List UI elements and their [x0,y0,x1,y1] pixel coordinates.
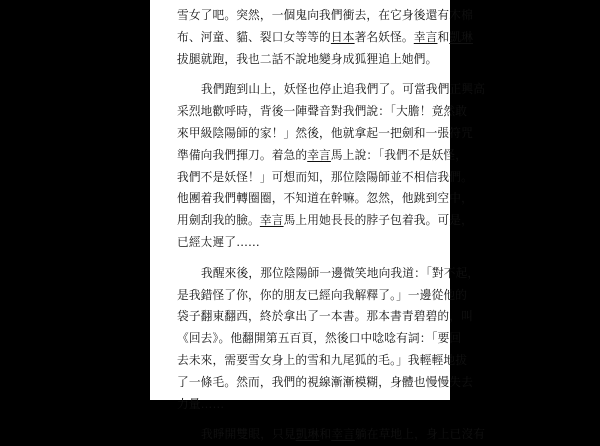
text-segment: 和 [319,427,332,442]
proper-name: 凱琳 [295,427,320,442]
text-line [177,328,462,350]
text-segment: 和 [437,29,450,44]
text-segment: 是我錯怪了你，你的朋友已經向我解釋了。」一邊從他的 [177,287,468,302]
text-segment: 雪女了吧。突然，一個鬼向我們衝去，在它身後還有木棉 [177,8,473,22]
text-segment: 準備向我們揮刀。着急的 [177,147,308,162]
text-line [177,123,473,145]
text-line [177,285,468,307]
proper-name: 日本 [330,29,355,44]
text-line [177,372,473,394]
text-segment: 我們不是妖怪！」可想而知，那位陰陽師並不相信我們。 [177,169,473,184]
text-segment: 去未來，需要雪女身上的雪和九尾狐的毛。」我輕輕地拔 [177,352,468,367]
text-line [177,5,473,27]
text-segment: 馬上說：「我們不是妖怪， [330,147,468,162]
text-line [177,79,486,101]
text-segment: 我醒來後，那位陰陽師一邊微笑地向我道：「對不起， [201,265,480,280]
text-line [177,27,473,49]
text-segment: 他團着我們轉圈圈，不知道在幹嘛。忽然，他跳到空中， [177,191,473,206]
text-line [177,145,468,167]
document-page [150,0,486,442]
text-segment: 采烈地歡呼時，背後一陣聲音對我們說：「大膽！竟然敢 [177,104,468,119]
text-segment: 力量…… [177,396,225,411]
text-segment: 馬上用她長長的脖子包着我。可是， [283,213,473,228]
text-line [177,167,473,189]
proper-name: 幸言 [307,147,331,162]
text-segment: 著名妖怪。 [354,29,414,44]
text-line [177,306,473,328]
text-segment: 《回去》。他翻開第五百頁，然後口中唸唸有詞：「要回 [177,331,462,346]
text-line [177,394,433,416]
proper-name: 幸言 [331,427,355,442]
paragraph-gap [177,415,433,424]
text-line [177,263,480,285]
text-segment: 我睜開雙眼，只見 [201,427,296,442]
story-text [177,5,486,446]
text-segment: 我們跑到山上，妖怪也停止追我們了。可當我們正興高 [201,82,486,97]
text-segment: 袋子翻東翻西，終於拿出了一本書。那本書青碧碧的，叫 [177,309,473,324]
text-segment: 已經太遲了…… [177,234,260,249]
text-line [177,210,473,232]
text-line [177,101,468,123]
paragraph-gap [177,254,433,263]
text-segment: 布、河童、貓、裂口女等等的 [177,29,331,44]
text-segment: 躺在草地上，身上已沒有 [354,427,486,442]
text-line [177,188,473,210]
text-segment: 用劍刮我的臉。 [177,213,260,228]
text-segment: 了一條毛。然而，我們的視線漸漸模糊，身體也慢慢失去 [177,374,473,389]
proper-name: 凱琳 [449,29,473,44]
text-segment: 來甲級陰陽師的家！」然後，他就拿起一把劍和一張符咒 [177,125,473,140]
text-segment: 拔腿就跑，我也二話不說地變身成狐狸追上她們。 [177,51,438,66]
text-line [177,49,438,71]
text-line [177,232,433,254]
proper-name: 幸言 [413,29,438,44]
paragraph-gap [177,70,433,79]
proper-name: 幸言 [259,213,284,228]
text-line [177,350,468,372]
text-line [177,424,486,446]
